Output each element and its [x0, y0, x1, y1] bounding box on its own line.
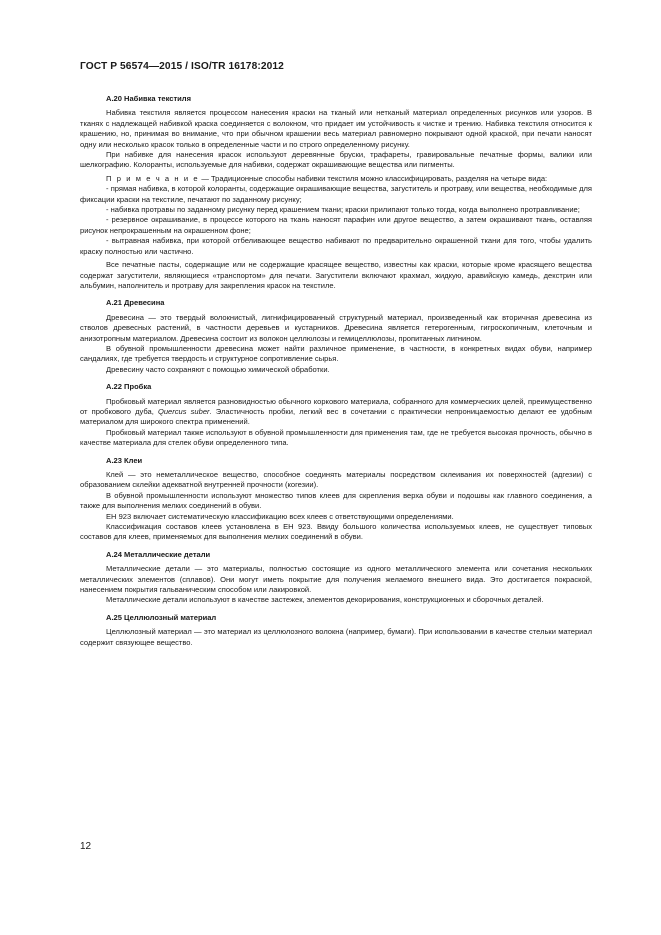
- paragraph: [80, 397, 592, 428]
- paragraph: Пробковый материал также используют в обувной промышленности для применения там, где не требуется высокая прочность, обычно в качестве материала для стелек обуви определенного типа.: [80, 427, 592, 448]
- section-a22: [80, 382, 592, 448]
- section-title: А.24 Металлические детали: [106, 549, 211, 559]
- note-label: П р и м е ч а н и е: [106, 173, 200, 183]
- document-header: ГОСТ Р 56574—2015 / ISO/TR 16178:2012: [80, 61, 284, 72]
- paragraph: При набивке для нанесения красок используют деревянные бруски, трафареты, гравировальные печатные формы, валики или шелкографию. Колоранты, используемые для набивки, содержат окрашивающие вещества или пигменты.: [80, 150, 592, 170]
- paragraph: Металлические детали используют в качестве застежек, элементов декорирования, конструкционных и сборочных деталей.: [106, 595, 544, 605]
- note-text: — Традиционные способы набивки текстиля можно классифицировать, разделяя на четыре вида:: [199, 173, 548, 183]
- page-number: 12: [80, 841, 92, 852]
- paragraph: В обувной промышленности древесина может найти различное применение, в частности, в конкретных видах обуви, например сандалиях, где требуется твердость и структурное сопротивление сырья.: [80, 343, 592, 364]
- paragraph-text: . Эластичность пробки, легкий вес в сочетании с практически непроницаемостью делают ее удобным материалом для широкого спектра применений.: [80, 406, 592, 427]
- latin-name: Quercus suber: [157, 406, 210, 416]
- paragraph: Древесину часто сохраняют с помощью химической обработки.: [106, 364, 330, 374]
- note-item: - набивка протравы по заданному рисунку перед крашением ткани; краски прилипают только тогда, когда выполнено протравливание;: [106, 205, 580, 215]
- document-body: [80, 94, 592, 655]
- section-title: А.25 Целлюлозный материал: [106, 612, 217, 622]
- section-a25: [80, 613, 592, 648]
- section-a24: [80, 550, 592, 606]
- section-a21: [80, 298, 592, 375]
- note: [80, 174, 592, 184]
- note-item: - резервное окрашивание, в процессе которого на ткань наносят парафин или другое вещество, а затем окрашивают ткань, оставляя рисунок непрокрашенным на окрашенном фоне;: [80, 215, 592, 235]
- paragraph: ЕН 923 включает систематическую классификацию всех клеев с ответствующими определениями.: [106, 511, 454, 521]
- paragraph: Все печатные пасты, содержащие или не содержащие красящее вещество, известны как краски, которые кроме красящего вещества содержат загустители, являющиеся «транспортом» для печати. Загустители включают крахмал, жидкую, аравийскую камедь, декстрин или альбумин, наполнитель и протраву для закрепления красок на текстиле.: [80, 260, 592, 290]
- section-title: А.21 Древесина: [106, 298, 165, 308]
- section-title: А.23 Клеи: [106, 455, 143, 465]
- paragraph: Целлюлозный материал — это материал из целлюлозного волокна (например, бумаги). При использовании в качестве стельки материал содержит связующее вещество.: [80, 627, 592, 647]
- paragraph-text: Пробковый материал является разновидностью обычного коркового материала, собранного для коммерческих целей, преимущественно от пробкового дуба,: [80, 396, 592, 416]
- section-a23: [80, 456, 592, 543]
- note-item: - прямая набивка, в которой колоранты, содержащие окрашивающие вещества, загуститель и протраву, или вещества, необходимые для фиксации краски на текстиле, печатают по заданному рисунку;: [80, 184, 592, 204]
- paragraph: Набивка текстиля является процессом нанесения краски на тканый или нетканый материал определенных рисунков или узоров. В тканях с надлежащей набивкой краска соединяется с волокном, что придает им устойчивость к чистке и трению. Набивка текстиля относится к крашению, но, принимая во внимание, что при обычном крашении весь материал равномерно покрывают одной краской, при печати наносят одну или несколько красок только в определенные части и по строго определенному рисунку.: [80, 108, 592, 149]
- paragraph: В обувной промышленности используют множество типов клеев для скрепления верха обуви и подошвы как главного соединения, а также для выполнения мелких соединений в обуви.: [80, 490, 592, 511]
- paragraph: Клей — это неметаллическое вещество, способное соединять материалы посредством склеивания их поверхностей (адгезии) с образованием склейки адекватной внутренней прочности (когезии).: [80, 470, 592, 490]
- section-title: А.22 Пробка: [106, 382, 152, 392]
- paragraph: Металлические детали — это материалы, полностью состоящие из одного металлического элемента или сочетания нескольких металлических элементов (сплавов). Они могут иметь покрытие для получения желаемого внешнего вида. Это достигается покраской, нанесением покрытия гальваническим способом или лакировкой.: [80, 564, 592, 595]
- paragraph: Древесина — это твердый волокнистый, лигнифицированный структурный материал, произведенный как вторичная древесина из стволов древесных растений, в частности деревьев и кустарников. Древесина является гетерогенным, гигроскопичным, клеточным и анизотропным материалом. Древесина состоит из волокон целлюлозы и гемицеллюлозы, пропитанных лигнином.: [80, 312, 592, 343]
- paragraph: Классификация составов клеев установлена в ЕН 923. Ввиду большого количества используемых клеев, не существует типовых составов для клеев, применяемых для выполнения мелких соединений в обуви.: [80, 522, 592, 542]
- section-title: А.20 Набивка текстиля: [106, 94, 191, 103]
- section-a20: [80, 94, 592, 291]
- note-item: - вытравная набивка, при которой отбеливающее вещество набивают по предварительно окрашенной ткани для того, чтобы удалить краску полностью или частично.: [80, 236, 592, 256]
